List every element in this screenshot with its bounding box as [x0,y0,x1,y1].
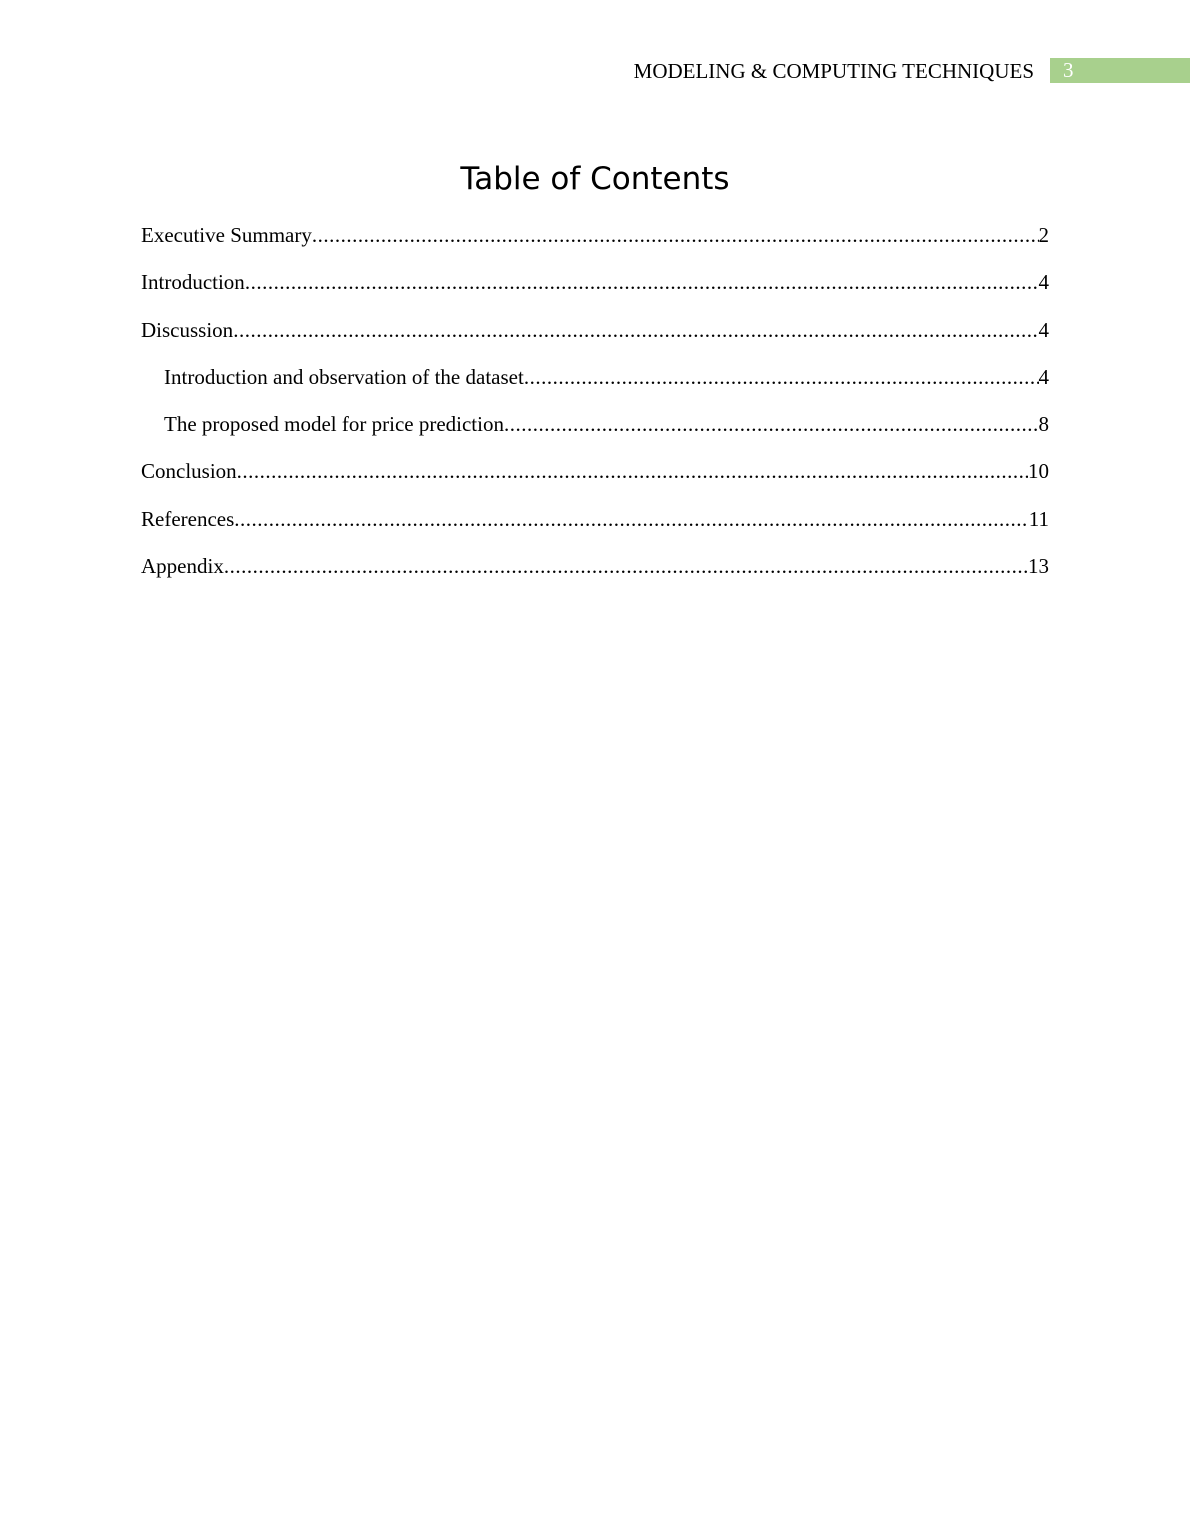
toc-entry-page: 2 [1038,223,1049,247]
toc-entry-page: 4 [1038,317,1049,342]
toc-dot-leader [312,220,1039,250]
running-header-title: MODELING & COMPUTING TECHNIQUES [633,59,1034,83]
page-number: 3 [1063,58,1074,82]
toc-dot-leader [237,456,1028,486]
toc-heading: Table of Contents [460,160,730,197]
toc-entry-proposed-model[interactable] [141,409,1049,456]
toc-entry-page: 10 [1028,459,1049,484]
toc-entry-page: 4 [1038,270,1049,295]
toc-list [141,220,1049,598]
toc-entry-introduction[interactable] [141,267,1049,314]
toc-dot-leader [224,551,1028,581]
toc-dot-leader [234,504,1028,534]
toc-entry-conclusion[interactable] [141,456,1049,503]
toc-entry-label: Appendix [141,554,224,579]
toc-entry-references[interactable] [141,504,1049,551]
toc-entry-label: The proposed model for price prediction [164,412,504,437]
page-number-badge [1050,58,1190,83]
toc-entry-page: 8 [1038,412,1049,437]
toc-dot-leader [233,315,1038,345]
page-header [0,58,1190,84]
toc-dot-leader [245,267,1039,297]
toc-entry-appendix[interactable] [141,551,1049,598]
toc-entry-page: 4 [1038,364,1049,389]
toc-entry-discussion[interactable] [141,315,1049,362]
toc-entry-label: Discussion [141,317,234,342]
toc-entry-executive-summary[interactable] [141,220,1049,267]
toc-dot-leader [504,409,1039,439]
toc-entry-label: Introduction and observation of the dataset [164,364,524,389]
toc-entry-dataset-observation[interactable] [141,362,1049,409]
toc-dot-leader [524,362,1039,392]
toc-entry-label: References [141,506,235,531]
toc-entry-page: 13 [1028,554,1049,579]
toc-entry-label: Conclusion [141,459,237,484]
toc-entry-page: 11 [1028,506,1049,531]
toc-entry-label: Executive Summary [141,223,312,247]
toc-entry-label: Introduction [141,270,245,295]
